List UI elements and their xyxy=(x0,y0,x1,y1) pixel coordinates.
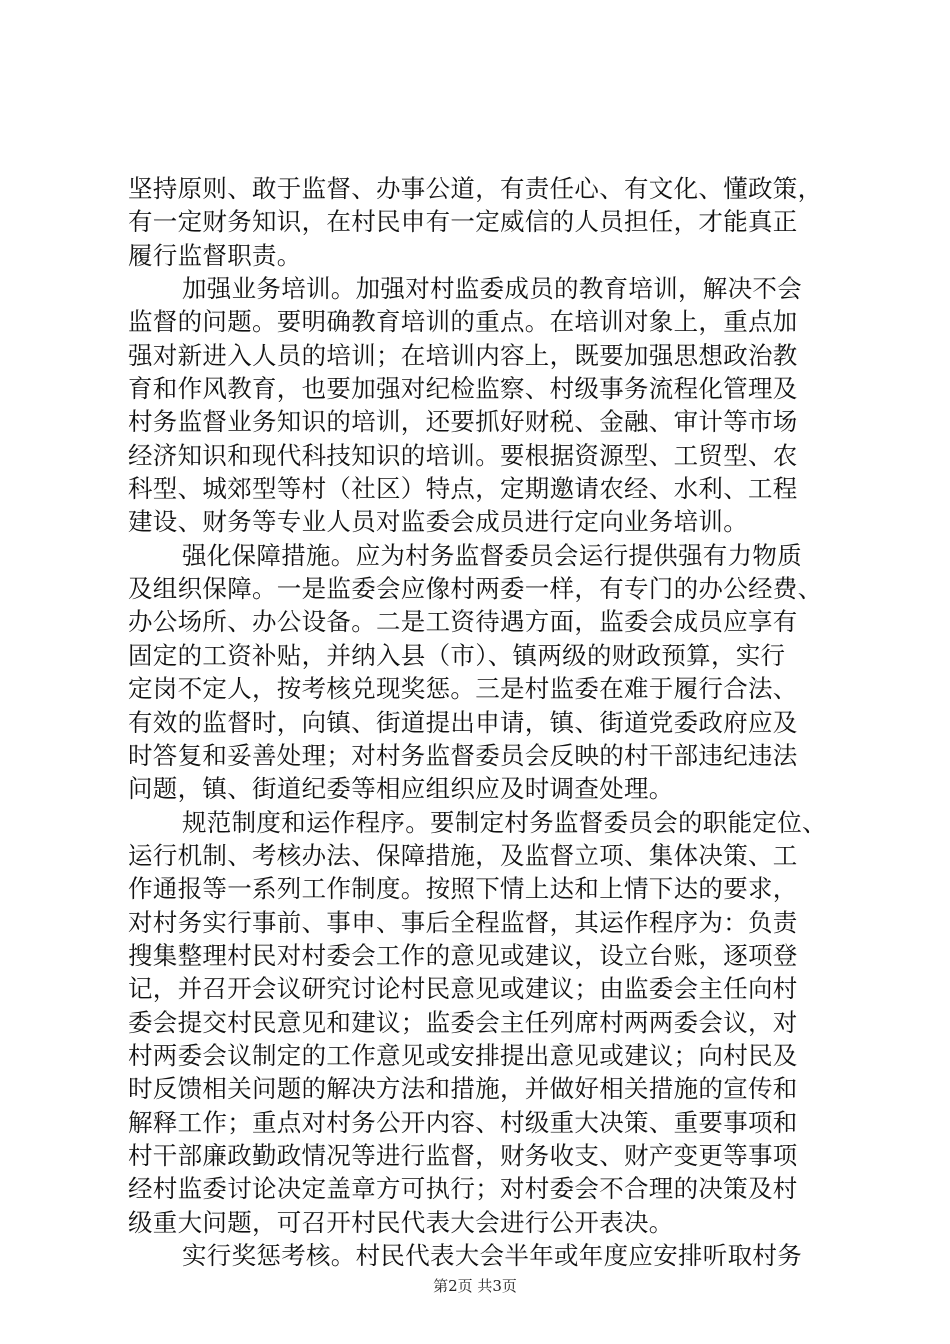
text-line: 坚持原则、敢于监督、办事公道，有责任心、有文化、懂政策， xyxy=(128,174,823,203)
paragraph-heading-line: 强化保障措施。应为村务监督委员会运行提供强有力物质 xyxy=(182,540,802,570)
text-line: 定岗不定人，按考核兑现奖惩。三是村监委在难于履行合法、 xyxy=(128,674,798,704)
text-line: 科型、城郊型等村（社区）特点，定期邀请农经、水利、工程 xyxy=(128,474,798,504)
text-line: 对村务实行事前、事申、事后全程监督，其运作程序为：负责 xyxy=(128,907,798,937)
text-line: 建设、财务等专业人员对监委会成员进行定向业务培训。 xyxy=(128,507,748,537)
text-line: 委会提交村民意见和建议；监委会主任列席村两两委会议，对 xyxy=(128,1007,798,1037)
text-line: 经村监委讨论决定盖章方可执行；对村委会不合理的决策及村 xyxy=(128,1174,798,1204)
document-body xyxy=(128,172,828,1272)
text-line: 级重大问题，可召开村民代表大会进行公开表决。 xyxy=(128,1207,674,1237)
text-line: 村两委会议制定的工作意见或安排提出意见或建议；向村民及 xyxy=(128,1040,798,1070)
text-line: 强对新进入人员的培训；在培训内容上，既要加强思想政治教 xyxy=(128,340,798,370)
page-number-footer: 第2页 共3页 xyxy=(433,1277,517,1295)
text-line: 搜集整理村民对村委会工作的意见或建议，设立台账，逐项登 xyxy=(128,940,798,970)
text-line: 办公场所、办公设备。二是工资待遇方面，监委会成员应享有 xyxy=(128,607,798,637)
text-line: 问题，镇、街道纪委等相应组织应及时调查处理。 xyxy=(128,774,674,804)
paragraph-heading-line: 实行奖惩考核。村民代表大会半年或年度应安排听取村务 xyxy=(182,1241,802,1270)
text-line: 作通报等一系列工作制度。按照下情上达和上情下达的要求， xyxy=(128,874,798,904)
text-line: 履行监督职责。 xyxy=(128,240,302,270)
text-line: 经济知识和现代科技知识的培训。要根据资源型、工贸型、农 xyxy=(128,440,798,470)
text-line: 解释工作；重点对村务公开内容、村级重大决策、重要事项和 xyxy=(128,1107,798,1137)
paragraph-heading-line: 加强业务培训。加强对村监委成员的教育培训，解决不会 xyxy=(182,274,802,304)
paragraph-heading-line: 规范制度和运作程序。要制定村务监督委员会的职能定位、 xyxy=(182,807,827,837)
text-line: 及组织保障。一是监委会应像村两委一样，有专门的办公经费、 xyxy=(128,574,823,604)
text-line: 时反馈相关问题的解决方法和措施，并做好相关措施的宣传和 xyxy=(128,1074,798,1104)
text-line: 监督的问题。要明确教育培训的重点。在培训对象上，重点加 xyxy=(128,307,798,337)
text-line: 时答复和妥善处理；对村务监督委员会反映的村干部违纪违法 xyxy=(128,740,798,770)
text-line: 有效的监督时，向镇、街道提出申请，镇、街道党委政府应及 xyxy=(128,707,798,737)
text-line: 村干部廉政勤政情况等进行监督，财务收支、财产变更等事项 xyxy=(128,1140,798,1170)
text-line: 村务监督业务知识的培训，还要抓好财税、金融、审计等市场 xyxy=(128,407,798,437)
text-line: 有一定财务知识，在村民申有一定威信的人员担任，才能真正 xyxy=(128,207,798,237)
text-line: 育和作风教育，也要加强对纪检监察、村级事务流程化管理及 xyxy=(128,374,798,404)
text-line: 固定的工资补贴，并纳入县（市）、镇两级的财政预算，实行 xyxy=(128,640,786,670)
text-line: 运行机制、考核办法、保障措施，及监督立项、集体决策、工 xyxy=(128,840,798,870)
text-line: 记，并召开会议研究讨论村民意见或建议；由监委会主任向村 xyxy=(128,974,798,1004)
